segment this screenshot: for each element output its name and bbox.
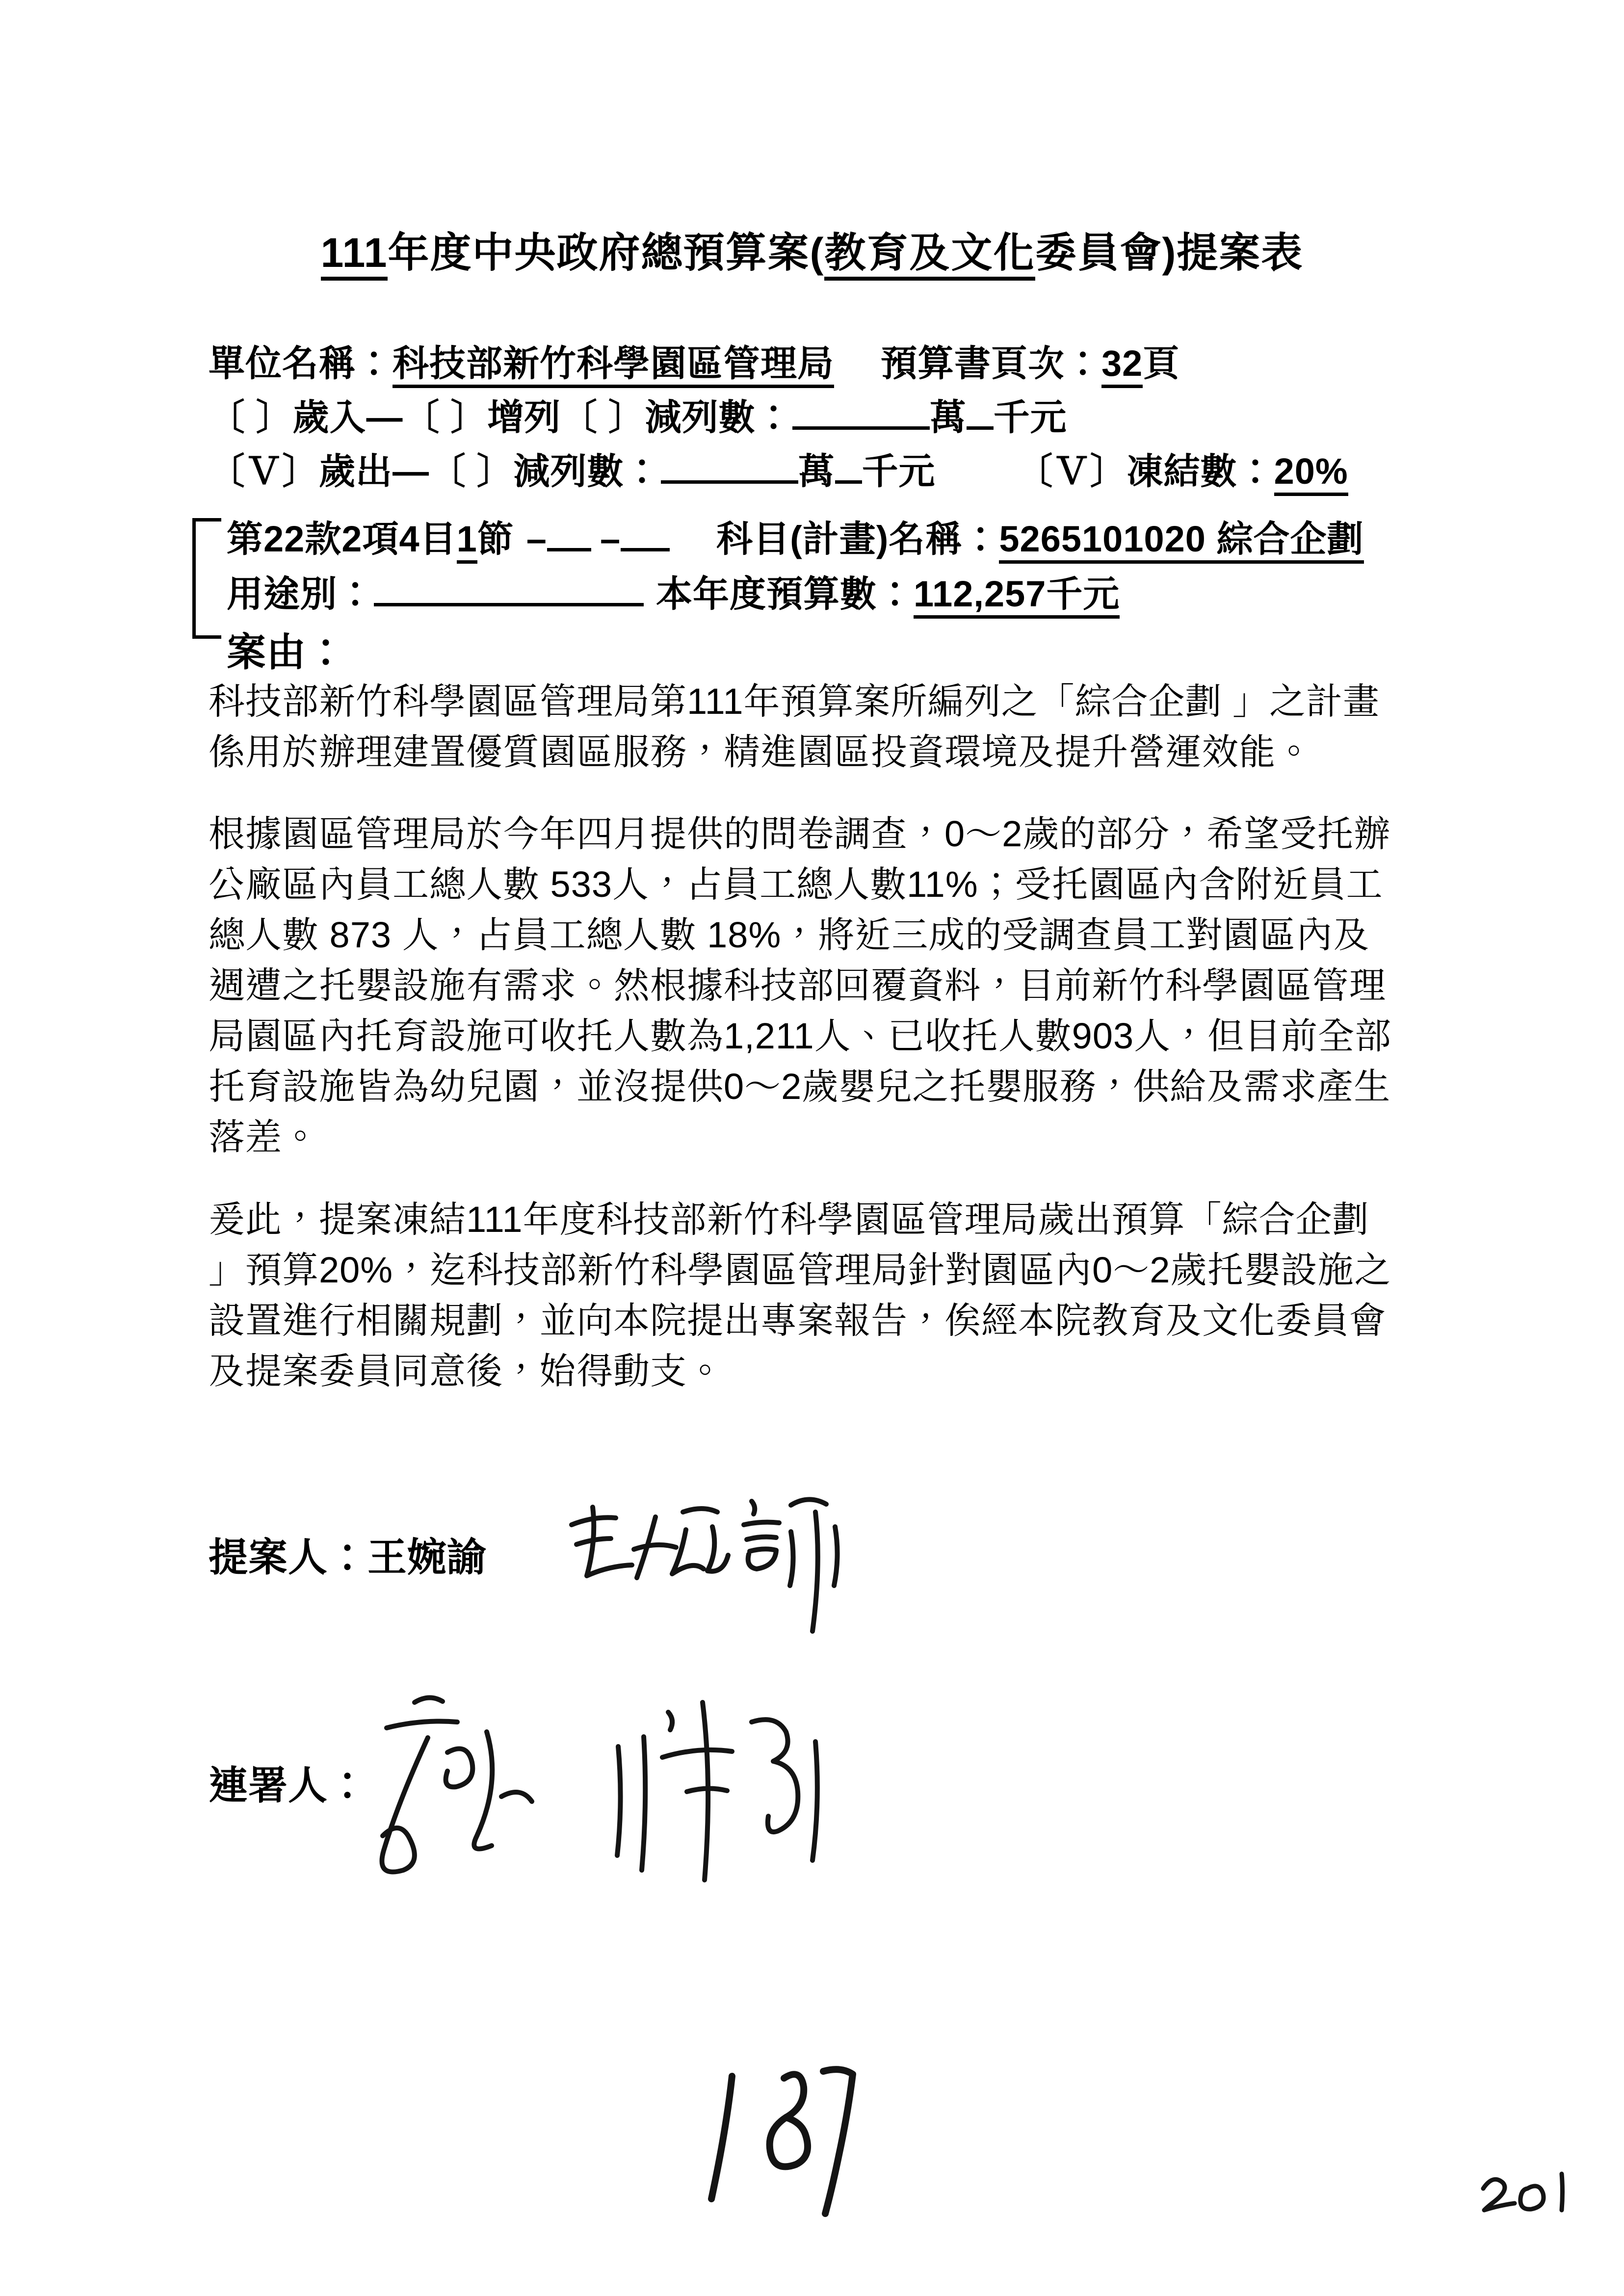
paragraph-line: 根據園區管理局於今年四月提供的問卷調查，0～2歲的部分，希望受托辦 <box>209 813 1391 854</box>
section-suffix: 節 <box>477 519 514 559</box>
thousand-yuan-unit: 千元 <box>862 451 936 492</box>
proposer-line <box>209 1526 487 1582</box>
proposer-name: 王婉諭 <box>367 1536 487 1579</box>
paragraph-line: 」預算20%，迄科技部新竹科學園區管理局針對園區內0～2歲托嬰設施之 <box>209 1250 1391 1290</box>
page-title <box>0 220 1624 279</box>
case-label <box>227 621 346 677</box>
paragraph-line: 係用於辦理建置優質園區服務，精進園區投資環境及提升營運效能。 <box>209 731 1312 772</box>
dash-mark: – <box>600 519 621 559</box>
cosigner-signatures-handwriting <box>324 1673 893 1899</box>
title-year: 111 <box>321 230 388 281</box>
proposer-label: 提案人： <box>209 1536 367 1579</box>
freeze-value: 20% <box>1274 451 1348 496</box>
subject-label: 科目(計畫)名稱： <box>716 519 999 559</box>
case-label-text: 案由： <box>227 630 346 674</box>
blank-underline-usage <box>374 575 644 606</box>
paragraph-1 <box>209 676 1380 777</box>
unit-name-line <box>209 335 1179 387</box>
paragraph-line: 週遭之托嬰設施有需求。然根據科技部回覆資料，目前新竹科學園區管理 <box>209 965 1386 1006</box>
title-suffix: 委員會)提案表 <box>1035 230 1304 276</box>
budget-page-value: 32 <box>1101 343 1143 388</box>
wan-unit: 萬 <box>798 451 835 492</box>
revenue-prefix: 〔 〕歲入—〔 〕增列〔 〕減列數： <box>209 397 792 438</box>
paragraph-line: 托育設施皆為幼兒園，並沒提供0～2歲嬰兒之托嬰服務，供給及需求產生 <box>209 1066 1391 1107</box>
revenue-line <box>209 389 1067 441</box>
section-number: 1 <box>457 519 477 564</box>
expenditure-prefix: 〔Ｖ〕歲出—〔 〕減列數： <box>209 451 661 492</box>
blank-underline-sub2 <box>621 521 670 551</box>
paragraph-line: 爰此，提案凍結111年度科技部新竹科學園區管理局歲出預算「綜合企劃 <box>209 1199 1369 1240</box>
left-bracket-mark <box>192 518 221 639</box>
budget-page-suffix: 頁 <box>1143 343 1180 384</box>
usage-line <box>227 565 1120 617</box>
unit-name-label: 單位名稱： <box>209 343 393 384</box>
wan-unit: 萬 <box>929 397 967 438</box>
dash-mark: – <box>526 519 547 559</box>
subject-value: 5265101020 綜合企劃 <box>999 519 1363 564</box>
blank-underline-thousand <box>835 453 862 484</box>
budget-item-line <box>227 510 1364 562</box>
cosigner-label: 連署人： <box>209 1764 367 1807</box>
paragraph-line: 總人數 873 人，占員工總人數 18%，將近三成的受調查員工對園區內及 <box>209 914 1370 955</box>
proposer-signature-handwriting <box>559 1482 873 1658</box>
budget-page-label: 預算書頁次： <box>881 343 1101 384</box>
paragraph-line: 科技部新竹科學園區管理局第111年預算案所編列之「綜合企劃 」之計畫 <box>209 681 1380 722</box>
item-prefix: 第22款2項4目 <box>227 519 457 559</box>
blank-underline-amount <box>792 399 930 430</box>
handwritten-page-number <box>677 2041 864 2227</box>
paragraph-3 <box>209 1194 1391 1396</box>
thousand-yuan-unit: 千元 <box>993 397 1067 438</box>
handwritten-corner-number <box>1465 2161 1577 2230</box>
title-committee: 教育及文化 <box>824 230 1035 281</box>
usage-label: 用途別： <box>227 574 374 614</box>
paragraph-2 <box>209 809 1391 1162</box>
unit-name-value: 科技部新竹科學園區管理局 <box>393 343 834 388</box>
expenditure-line <box>209 443 1348 495</box>
paragraph-line: 落差。 <box>209 1117 319 1157</box>
annual-budget-value: 112,257千元 <box>914 574 1120 619</box>
blank-underline-amount <box>661 453 798 484</box>
blank-underline-thousand <box>967 399 994 430</box>
paragraph-line: 局園區內托育設施可收托人數為1,211人、已收托人數903人，但目前全部 <box>209 1016 1392 1056</box>
title-main: 年度中央政府總預算案( <box>388 230 825 276</box>
paragraph-line: 及提案委員同意後，始得動支。 <box>209 1351 724 1391</box>
paragraph-line: 公廠區內員工總人數 533人，占員工總人數11%；受托園區內含附近員工 <box>209 864 1383 905</box>
paragraph-line: 設置進行相關規劃，並向本院提出專案報告，俟經本院教育及文化委員會 <box>209 1300 1386 1341</box>
annual-budget-label: 本年度預算數： <box>656 574 914 614</box>
blank-underline-sub1 <box>547 521 591 551</box>
freeze-label: 〔Ｖ〕凍結數： <box>1016 451 1274 492</box>
